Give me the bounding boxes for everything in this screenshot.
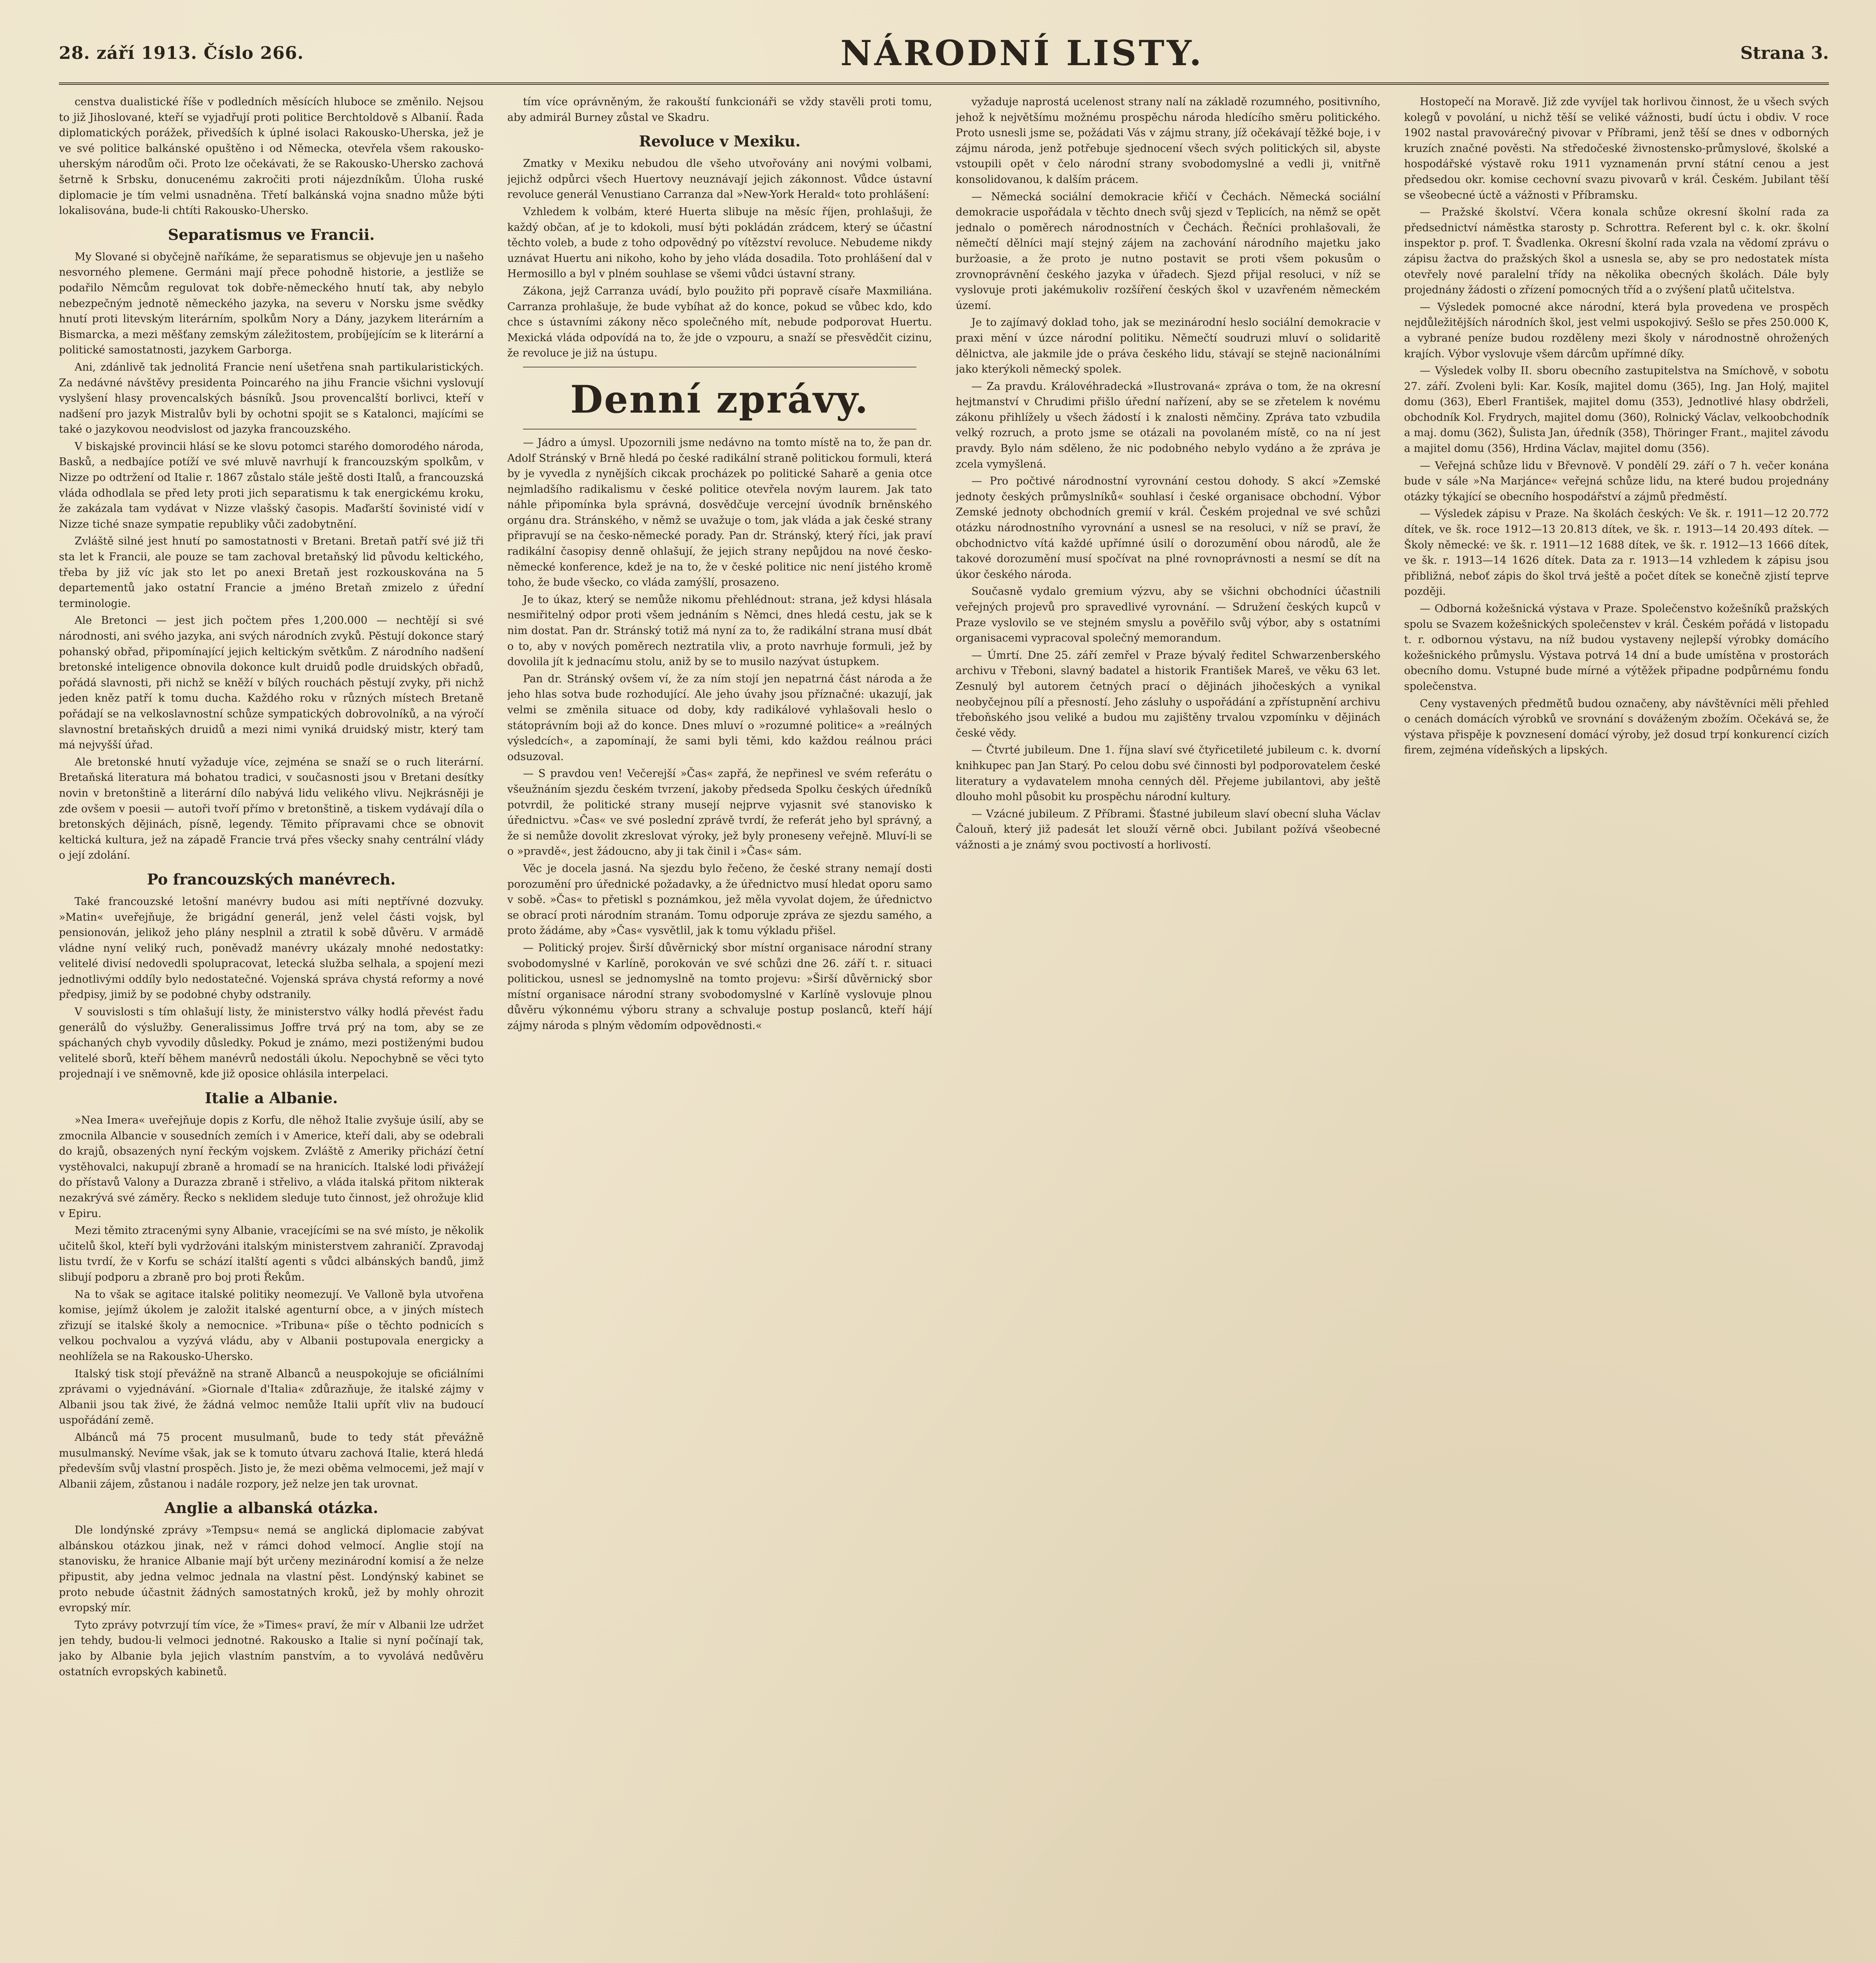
paragraph: Hostopečí na Moravě. Již zde vyvíjel tak horlivou činnost, že u všech svých kolegů v povolání, u nichž těší se veliké vážnosti, budí úctu i obdiv. V roce 1902 nastal pravovárečný pivovar v Příbrami, jenž těší se dnes v odborných kruzích značné pověsti. Na středočeské živnostensko-průmyslové, školské a hospodářské výstavě roku 1911 vyznamenán první státní cenou a jest předsedou okr. komise cechovní svazu pivovarů v král. Českém. Jubilant těší se všeobecné úctě a vážnosti v Příbramsku.	[1404, 96, 1829, 201]
paragraph: »Nea Imera« uveřejňuje dopis z Korfu, dle něhož Italie zvyšuje úsilí, aby se zmocnila Albancie v sousedních zemích i v Americe, kteří dali, aby se odebrali do krajů, obsazených nyní řeckým vojskem. Zvláště z Ameriky přichází četní vystěhovalci, nakupují zbraně a hromadí se na hranicích. Italské lodi přivážejí do přístavů Valony a Durazza zbraně i střelivo, a vláda italská přitom nikterak nezakrývá své záměry. Řecko s neklidem sleduje tuto činnost, jež ohrožuje klid v Epiru.	[59, 1114, 484, 1220]
section-heading: Denní zprávy.	[570, 377, 869, 422]
paragraph: tím více oprávněným, že rakouští funkcionáři se vždy stavěli proti tomu, aby admirál Burney zůstal ve Skadru.	[507, 96, 932, 124]
column-3	[956, 94, 1380, 1963]
paragraph: Věc je docela jasná. Na sjezdu bylo řečeno, že české strany nemají dosti porozumění pro úřednické požadavky, a že úřednictvo musí hledat oporu samo v sobě. »Čas« to přetiskl s poznámkou, jež měla vyvolat dojem, že úřednictvo se obrací proti národním stranám. Tomu odporuje zpráva ze sjezdu samého, a proto žádáme, aby »Čas« vysvětlil, jak k tomu výkladu přišel.	[507, 862, 932, 937]
paragraph: — Odborná kožešnická výstava v Praze. Společenstvo kožešníků pražských spolu se Svazem kožešnických společenstev v král. Českém pořádá v listopadu t. r. odbornou výstavu, na níž budou vystaveny nejlepší výrobky domácího kožešnického průmyslu. Výstava potrvá 14 dní a bude umístěna v prostorách obecního domu. Vstupné bude mírné a výtěžek připadne podpůrnému fondu společenstva.	[1404, 603, 1829, 693]
paragraph: — Za pravdu. Královéhradecká »Ilustrovaná« zpráva o tom, že na okresní hejtmanství v Chrudimi přišlo úřední nařízení, aby se se zřetelem k novému zákonu přihlížely u všech žádostí i k znalosti němčiny. Zpráva tato vzbudila velký rozruch, a proto jsme se otázali na povolaném místě, co na ní jest pravdy. Bylo nám sděleno, že nic podobného nebylo vydáno a že zpráva je zcela vymyšlená.	[956, 380, 1380, 470]
paragraph: Albánců má 75 procent musulmanů, bude to tedy stát převážně musulmanský. Nevíme však, jak se k tomuto útvaru zachová Italie, která hledá především svůj vlastní prospěch. Jisto je, že mezi oběma velmocemi, jež mají v Albanii zájem, zůstanou i nadále rozpory, jež nelze jen tak urovnat.	[59, 1431, 484, 1490]
paragraph: — Úmrtí. Dne 25. září zemřel v Praze bývalý ředitel Schwarzenberského archivu v Třeboni, slavný badatel a historik František Mareš, ve věku 63 let. Zesnulý byl autorem četných prací o dějinách jihočeských a vynikal neobyčejnou pílí a přesností. Jeho zásluhy o uspořádání a zpřístupnění archivu třeboňského jsou veliké a budou mu zajištěny trvalou vzpomínku v dějinách české vědy.	[956, 649, 1380, 739]
paragraph: — Pražské školství. Včera konala schůze okresní školní rada za předsednictví náměstka starosty p. Schrottra. Referent byl c. k. okr. školní inspektor p. prof. T. Švadlenka. Okresní školní rada vzala na vědomí zprávu o zápisu žactva do pražských škol a usnesla se, aby se pro nedostatek místa otevřely nové paralelní třídy na několika obecných školách. Dále byly projednány žádosti o zřízení pomocných tříd a o zvýšení platů učitelstva.	[1404, 206, 1829, 296]
paragraph: — Výsledek zápisu v Praze. Na školách českých: Ve šk. r. 1911—12 20.772 dítek, ve šk. roce 1912—13 20.813 dítek, ve šk. r. 1913—14 20.493 dítek. — Školy německé: ve šk. r. 1911—12 1688 dítek, ve šk. r. 1912—13 1666 dítek, ve šk. r. 1913—14 1626 dítek. Data za r. 1913—14 vzhledem k zápisu jsou přibližná, neboť zápis do škol trvá ještě a počet dítek se konečně zjistí teprve později.	[1404, 508, 1829, 598]
paragraph: — Německá sociální demokracie křičí v Čechách. Německá sociální demokracie uspořádala v těchto dnech svůj sjezd v Teplicích, na němž se opět jednalo o poměrech národnostních v Čechách. Řečníci prohlašovali, že němečtí dělníci mají stejný zájem na zachování národního majetku jako buržoasie, a že proto je nutno postavit se proti všem pokusům o zrovnoprávnění českého jazyka v úřadech. Sjezd přijal resoluci, v níž se vyslovuje proti jakémukoliv rozšíření českých škol v uzavřeném německém území.	[956, 190, 1380, 312]
paragraph: Italský tisk stojí převážně na straně Albanců a neuspokojuje se oficiálními zprávami o vyjednávání. »Giornale d'Italia« zdůrazňuje, že italské zájmy v Albanii jsou tak živé, že žádná velmoc nemůže Italii upřít vliv na budoucí uspořádání země.	[59, 1367, 484, 1427]
paragraph: vyžaduje naprostá ucelenost strany nalí na základě rozumného, positivního, jehož k největšímu možnému prospěchu národa hledícího směru politického. Proto usnesli jsme se, požádati Vás v zájmu strany, jíž očekávají těžké boje, i v zájmu národa, jenž potřebuje sjednocení všech svých politických sil, abyste vstoupili opět v čelo národní strany svobodomyslné a vedli ji, vnitřně konsolidovanou, k dalším prácem.	[956, 96, 1380, 186]
column-4	[1404, 94, 1829, 1963]
page-number: Strana 3.	[1740, 43, 1829, 63]
paragraph: Vzhledem k volbám, které Huerta slibuje na měsíc říjen, prohlašuji, že každý občan, ať je to kdokoli, musí býti pokládán zrádcem, který se účastní těchto voleb, a bude z toho odpovědný po vítězství revoluce. Nebudeme nikdy uznávat Huertu ani nikoho, koho by jeho vláda dosadila. Toto prohlášení dal v Hermosillo a byl v plném souhlase se všemi vůdci ústavní strany.	[507, 205, 932, 280]
paragraph: — Pro počtivé národnostní vyrovnání cestou dohody. S akcí »Zemské jednoty českých průmyslníků« souhlasí i české organisace obchodní. Výbor Zemské jednoty obchodních gremií v král. Českém projednal ve své schůzi otázku národnostního vyrovnání a usnesl se na resoluci, v níž se praví, že obchodnictvo vítá každé upřímné úsilí o dorozumění obou národů, ale že takové dorozumění musí spočívat na plné rovnoprávnosti a nesmí se dít na úkor českého národa.	[956, 475, 1380, 581]
paragraph: Zákona, jejž Carranza uvádí, bylo použito při popravě císaře Maxmiliána. Carranza prohlašuje, že bude vybíhat až do konce, pokud se vůbec kdo, kdo chce s ústavními zákony něco společného mít, nebude podporovat Huertu. Mexická vláda odpovídá na to, že jde o vzpouru, a snaží se přesvědčit cizinu, že revoluce je již na ústupu.	[507, 285, 932, 360]
paragraph: — Výsledek pomocné akce národní, která byla provedena ve prospěch nejdůležitějších národních škol, jest velmi uspokojivý. Sešlo se přes 250.000 K, a vybrané peníze budou rozděleny mezi školy v národnostně ohrožených krajích. Výbor vyslovuje všem dárcům upřímné díky.	[1404, 301, 1829, 360]
column-1	[59, 94, 484, 1963]
column-2	[507, 94, 932, 1963]
article-heading: Anglie a albanská otázka.	[164, 1499, 378, 1517]
paragraph: — Politický projev. Širší důvěrnický sbor místní organisace národní strany svobodomyslné v Karlíně, porokován ve své schůzi dne 26. září t. r. situaci politickou, usnesl se jednomyslně na tomto projevu: »Širší důvěrnický sbor místní organisace národní strany svobodomyslné v Karlíně vyslovuje plnou důvěru výkonnému výboru strany a schvaluje postup poslanců, kteří hájí zájmy národa s plným vědomím odpovědnosti.«	[507, 941, 932, 1032]
paragraph: — Veřejná schůze lidu v Břevnově. V pondělí 29. září o 7 h. večer konána bude v sále »Na Marjánce« veřejná schůze lidu, na které budou projednány otázky týkající se obecního hospodářství a zájmů předměstí.	[1404, 459, 1829, 503]
paragraph: Ale Bretonci — jest jich počtem přes 1,200.000 — nechtějí si své národnosti, ani svého jazyka, ani svých národních zvyků. Pěstují dokonce starý pohanský obřad, připomínající jejich keltickým světkům. Z národního nadšení bretonské inteligence obnovila dokonce kult druidů podle druidských obřadů, pořádá slavnosti, při nichž se kněží v bílých rouchách pěstují zvyky, při nichž jeden kněz patří k tomu ducha. Každého roku v různých místech Bretaně pořádají se na velkoslavnostní schůze sympatických dobrovolníků, a na výročí slavnostní bretaňských druidů a mezi nimi vyniká druidský mistr, který tam má nejvyšší úřad.	[59, 614, 484, 751]
paragraph: My Slované si obyčejně naříkáme, že separatismus se objevuje jen u našeho nesvorného plemene. Germáni mají přece pohodně historie, a jestliže se podařilo Němcům regulovat tok dobře-německého hnutí tak, aby nebylo nebezpečným jednotě německého jazyka, na severu v Norsku jsme svědky hnutí proti litevským literárním, spolkům Nory a Dány, jazykem literárním a Bismarcka, a mezi měšťany zemským záležitostem, probíjejícím se k literární a politické samostatnosti, jazykem Garborga.	[59, 250, 484, 356]
paragraph: censtva dualistické říše v podledních měsících hluboce se změnilo. Nejsou to již Jihoslované, kteří se vyjadřují proti politice Berchtoldově s Albanií. Řada diplomatických porážek, přivedších k úplné isolaci Rakousko-Uherska, jež je ve své politice balkánské opuštěno i od Německa, otevřela všem rakousko-uherským národům oči. Proto lze očekávati, že se Rakousko-Uhersko zachová šetrně k Srbsku, donucenému zakročiti proti nájezdníkům. Úloha ruské diplomacie je tím velmi usnadněna. Třetí balkánská vojna snadno může býti lokalisována, bude-li chtíti Rakousko-Uhersko.	[59, 96, 484, 217]
masthead	[59, 24, 1829, 85]
paragraph: Současně vydalo gremium výzvu, aby se všichni obchodníci účastnili veřejných projevů pro spravedlivé vyrovnání. — Sdružení českých kupců v Praze vyslovilo se ve stejném smyslu a pověřilo svůj výbor, aby s ostatními organisacemi vypracoval společný memorandum.	[956, 585, 1380, 645]
article-heading: Separatismus ve Francii.	[168, 225, 375, 243]
paragraph: — S pravdou ven! Večerejší »Čas« zapřá, že nepřinesl ve svém referátu o všeužnáním sjezdu českém tvrzení, jakoby předseda Spolku českých úředníků potvrdil, že politické strany musejí nejprve vyjasnit své stanovisko k úřednictvu. »Čas« ve své poslední zprávě tvrdí, že referát jeho byl správný, a že si nemůže dovolit zkreslovat výroky, jež byly proneseny veřejně. Mluví-li se o »pravdě«, jest žádoucno, aby ji tak činil i »Čas« sám.	[507, 768, 932, 858]
paragraph: Dle londýnské zprávy »Tempsu« nemá se anglická diplomacie zabývat albánskou otázkou jinak, než v rámci dohod velmocí. Anglie stojí na stanovisku, že hranice Albanie mají být určeny mezinárodní komisí a že nelze připustit, aby jedna velmoc jednala na vlastní pěst. Londýnský kabinet se proto nebude účastnit žádných samostatných kroků, jež by mohly ohrozit evropský mír.	[59, 1524, 484, 1614]
paragraph: Pan dr. Stránský ovšem ví, že za ním stojí jen nepatrná část národa a že jeho hlas sotva bude rozhodující. Ale jeho úvahy jsou příznačné: ukazují, jak velmi se změnila situace od doby, kdy radikálové vyhlašovali heslo o státoprávním boji až do konce. Dnes mluví o »rozumné politice« a »reálných výsledcích«, a zapomínají, že sami byli těmi, kdo každou reálnou práci odsuzoval.	[507, 673, 932, 763]
section-divider	[523, 429, 916, 430]
paragraph: Zmatky v Mexiku nebudou dle všeho utvořovány ani novými volbami, jejichž odpůrci všech Huertovy neuznávají jejich zákonnost. Vůdce ústavní revoluce generál Venustiano Carranza dal »New-York Herald« toto prohlášení:	[507, 157, 932, 201]
paragraph: Ani, zdánlivě tak jednolitá Francie není ušetřena snah partikularistických. Za nedávné návštěvy presidenta Poincarého na jihu Francie všichni vyslovují vyslyšení hlasy provencalských básníků. Jsou provencalští borlivci, kteří v nadšení pro jazyk Mistralův byli by ochotni spojit se s Katalonci, majícími se také o jazykovou neodvislost od jazyka francouzského.	[59, 361, 484, 436]
paragraph: V biskajské provincii hlásí se ke slovu potomci starého domorodého národa, Basků, a nedbajíce potíží ve své mluvě navrhují k francouzským spolkům, v Nizze po odtržení od Italie r. 1867 zůstalo stále ještě dosti Italů, a francouzská vláda odhodlala se před lety proti jich separatismu k tak energickému kroku, že zakázala tam vydávat v Nizze vlašský časopis. Maďarští šovinisté vidí v Nizze tiché snaze sympatie republiky vůči zadobytnění.	[59, 440, 484, 530]
paragraph: Mezi těmito ztracenými syny Albanie, vracejícími se na své místo, je několik učitelů škol, kteří byli vydržováni italským ministerstvem zahraničí. Zpravodaj listu tvrdí, že v Korfu se schází italští agenti s vůdci albánských bandů, jimž slibují podporu a zbraně pro boj proti Řekům.	[59, 1225, 484, 1283]
paragraph: Na to však se agitace italské politiky neomezují. Ve Valloně byla utvořena komise, jejímž úkolem je založit italské agenturní obce, a v jiných místech zřizují se italské školy a nemocnice. »Tribuna« píše o těchto podnicích s velkou pochvalou a vyzývá vládu, aby v Albanii postupovala energicky a neohlížela se na Rakousko-Uhersko.	[59, 1288, 484, 1363]
paragraph: — Jádro a úmysl. Upozornili jsme nedávno na tomto místě na to, že pan dr. Adolf Stránský v Brně hledá po české radikální straně politickou formuli, která by je vyvedla z nynějších cikcak procházek po politické Saharě a genia otce nejmladšího radikalismu v české politice otevřela novým laurem. Jak tato náhle připomínka byla správná, dosvědčuje vercejní úvodník brněnského orgánu dra. Stránského, v němž se uvažuje o tom, jak vláda a jak české strany připravují se na česko-německé porady. Pan dr. Stránský, který říci, jak praví radikální časopisy denně ohlašují, že jejich strany nepůjdou na nové česko-německé konference, kdež je na to, že v české politice nic není jistého kromě toho, že bude všecko, co vláda zamýšlí, prosazeno.	[507, 436, 932, 589]
article-heading: Po francouzských manévrech.	[147, 870, 396, 888]
issue-date: 28. září 1913. Číslo 266.	[59, 43, 304, 63]
paragraph: Je to zajímavý doklad toho, jak se mezinárodní heslo sociální demokracie v praxi mění v úzce národní politiku. Němečtí soudruzi mluví o solidaritě dělnictva, ale jakmile jde o práva českého lidu, stávají se stejně nacionálními jako kterýkoli německý spolek.	[956, 316, 1380, 376]
paragraph: Ale bretonské hnutí vyžaduje více, zejména se snaží se o ruch literární. Bretaňská literatura má bohatou tradici, v současnosti jsou v Bretani desítky novin v bretonštině a literární dílo nabývá lidu velikého vlivu. Nejkrásněji je zde ovšem v poesii — autoři tvoří přímo v bretonštině, a tiskem vydávají díla o bretonských dějinách, písně, legendy. Těmito přípravami chce se obnovit keltická kultura, jež na západě Francie trvá přes všecky snahy centrální vlády o její zdolání.	[59, 756, 484, 862]
paragraph: Tyto zprávy potvrzují tím více, že »Times« praví, že mír v Albanii lze udržet jen tehdy, budou-li velmoci jednotné. Rakousko a Italie si nyní počínají tak, jako by Albanie byla jejich vlastním panstvím, a to vyvolává nedůvěru ostatních evropských kabinetů.	[59, 1619, 484, 1678]
paragraph: — Výsledek volby II. sboru obecního zastupitelstva na Smíchově, v sobotu 27. září. Zvoleni byli: Kar. Kosík, majitel domu (365), Ing. Jan Holý, majitel domu (363), Eberl František, majitel domu (353), Jednotlivé hlasy obdrželi, obchodník Kol. Frydrych, majitel domu (360), Rolnický Václav, velkoobchodník a maj. domu (362), Šulista Jan, úředník (358), Thöringer Frant., majitel závodu a majitel domu (356), Hrdina Václav, majitel domu (356).	[1404, 365, 1829, 455]
article-columns	[59, 94, 1829, 1963]
paragraph: — Vzácné jubileum. Z Příbrami. Šťastné jubileum slaví obecní sluha Václav Čalouň, který již padesát let slouží věrně obci. Jubilant požívá všeobecné vážnosti a je známý svou poctivostí a horlivostí.	[956, 808, 1380, 851]
newspaper-title: NÁRODNÍ LISTY.	[840, 33, 1204, 73]
article-heading: Revoluce v Mexiku.	[639, 132, 801, 150]
article-heading: Italie a Albanie.	[205, 1089, 338, 1107]
paragraph: Ceny vystavených předmětů budou označeny, aby návštěvníci měli přehled o cenách domácích výrobků ve srovnání s dováženým zbožím. Očekává se, že výstava přispěje k povznesení domácí výroby, jež dosud trpí konkurencí cizích firem, zejména vídeňských a lipských.	[1404, 697, 1829, 757]
paragraph: Zvláště silné jest hnutí po samostatnosti v Bretani. Bretaň patří své již tři sta let k Francii, ale pouze se tam zachoval bretaňský lid původu keltického, třeba by již víc jak sto let po anexi Bretaň jest rozkouskována na 5 departementů jako ostatní Francie a jméno Bretaň zmizelo z úřední terminologie.	[59, 535, 484, 610]
paragraph: Je to úkaz, který se nemůže nikomu přehlédnout: strana, jež kdysi hlásala nesmiřitelný odpor proti všem jednáním s Němci, dnes hledá cestu, jak se k nim dostat. Pan dr. Stránský totiž má nyní za to, že radikální strana musí dbát o to, aby v nových poměrech neztratila vliv, a proto navrhuje formuli, jež by dovolila jít k jednacímu stolu, aniž by se to musilo nazývat ústupkem.	[507, 593, 932, 668]
paragraph: V souvislosti s tím ohlašují listy, že ministerstvo války hodlá převést řadu generálů do výslužby. Generalissimus Joffre trvá prý na tom, aby se ze spáchaných chyb vyvodily důsledky. Pokud je známo, mezi postiženými budou velitelé sborů, kteří během manévrů nedostáli úkolu. Nepochybně se věci tyto projednají i ve sněmovně, kde již oposice ohlásila interpelaci.	[59, 1006, 484, 1080]
paragraph: — Čtvrté jubileum. Dne 1. října slaví své čtyřicetileté jubileum c. k. dvorní knihkupec pan Jan Starý. Po celou dobu své činnosti byl podporovatelem české literatury a vydavatelem mnoha cenných děl. Přejeme jubilantovi, aby ještě dlouho mohl působit ku prospěchu národní kultury.	[956, 744, 1380, 803]
paragraph: Také francouzské letošní manévry budou asi míti neptřívné dozvuky. »Matin« uveřejňuje, že brigádní generál, jenž velel části vojsk, byl pensionován, jelikož jeho plány nesplnil a ztratil k sobě důvěru. V armádě vládne nyní veliký ruch, poněvadž manévry ukázaly mnohé nedostatky: velitelé divisí nedovedli spolupracovat, letecká služba selhala, a spojení mezi jednotlivými oddíly bylo nedostatečné. Vojenská správa chystá reformy a nové předpisy, jimiž by se podobné chyby odstranily.	[59, 895, 484, 1001]
